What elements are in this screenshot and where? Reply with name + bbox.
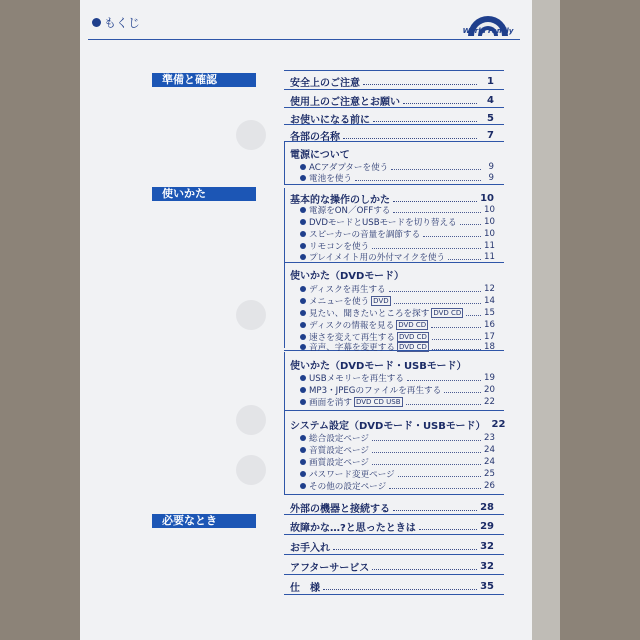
toc-entry[interactable]: お手入れ 32 xyxy=(290,541,494,554)
rule xyxy=(284,574,504,575)
bullet-icon xyxy=(300,471,306,477)
toc-entry[interactable]: 安全上のご注意 1 xyxy=(290,76,494,89)
header-rule xyxy=(88,39,520,40)
world-family-logo-icon xyxy=(462,6,514,42)
toc-subentry[interactable]: 音質設定ページ 24 xyxy=(300,444,494,456)
toc-entry[interactable]: 故障かな…?と思ったときは 29 xyxy=(290,521,494,534)
bullet-icon xyxy=(300,175,306,181)
toc-subentry[interactable]: 電源をON／OFFする 10 xyxy=(300,204,494,216)
bullet-icon xyxy=(300,254,306,260)
bullet-icon xyxy=(300,286,306,292)
rule xyxy=(284,594,504,595)
bullet-icon xyxy=(300,243,306,249)
toc-subentry[interactable]: 音声、字幕を変更する DVD CD 18 xyxy=(300,341,494,353)
box-edge xyxy=(284,352,285,410)
toc-header xyxy=(92,14,140,31)
rule xyxy=(284,534,504,535)
toc-title: もくじ xyxy=(104,16,141,30)
toc-entry[interactable]: アフターサービス 32 xyxy=(290,561,494,574)
group-title[interactable]: 電源について xyxy=(290,150,350,161)
rule xyxy=(284,70,504,71)
rule xyxy=(284,410,504,411)
box-edge xyxy=(284,262,285,348)
ghost-circle xyxy=(236,300,266,330)
toc-subentry[interactable]: USBメモリーを再生する 19 xyxy=(300,372,494,384)
section-label-when-needed: 必要なとき xyxy=(152,514,256,528)
rule xyxy=(284,184,504,185)
bullet-icon xyxy=(300,435,306,441)
rule xyxy=(284,494,504,495)
toc-subentry[interactable]: 電池を使う 9 xyxy=(300,172,494,184)
bullet-icon xyxy=(300,322,306,328)
bullet-icon xyxy=(300,164,306,170)
toc-subentry[interactable]: 見たい、聞きたいところを探す DVD CD 15 xyxy=(300,307,494,319)
mode-tags: DVD CD xyxy=(433,309,462,317)
toc-entry[interactable]: 仕 様 35 xyxy=(290,581,494,594)
toc-subentry[interactable]: DVDモードとUSBモードを切り替える 10 xyxy=(300,216,494,228)
toc-subentry[interactable]: メニューを使う DVD 14 xyxy=(300,295,494,307)
toc-subentry[interactable]: パスワード変更ページ 25 xyxy=(300,468,494,480)
bullet-icon xyxy=(300,310,306,316)
mode-tags: DVD CD xyxy=(398,321,427,329)
box-edge xyxy=(284,188,285,262)
rule xyxy=(284,554,504,555)
toc-subentry[interactable]: リモコンを使う 11 xyxy=(300,240,494,252)
ghost-circle xyxy=(236,455,266,485)
ghost-circle xyxy=(236,120,266,150)
toc-subentry[interactable]: 総合設定ページ 23 xyxy=(300,432,494,444)
section-label-prep: 準備と確認 xyxy=(152,73,256,87)
section-label-usage: 使いかた xyxy=(152,187,256,201)
toc-entry[interactable]: 各部の名称 7 xyxy=(290,130,494,143)
toc-subentry[interactable]: 画質設定ページ 24 xyxy=(300,456,494,468)
toc-entry[interactable]: 使用上のご注意とお願い 4 xyxy=(290,95,494,108)
toc-subentry[interactable]: スピーカーの音量を調節する 10 xyxy=(300,228,494,240)
bullet-icon xyxy=(300,219,306,225)
bullet-icon xyxy=(300,231,306,237)
page-edge xyxy=(532,0,560,640)
box-edge xyxy=(284,142,285,184)
bullet-icon xyxy=(92,18,101,27)
bullet-icon xyxy=(300,207,306,213)
toc-subentry[interactable]: 画面を消す DVD CD USB 22 xyxy=(300,396,494,408)
group-title[interactable]: 使いかた（DVDモード） xyxy=(290,271,404,282)
toc-subentry[interactable]: ディスクの情報を見る DVD CD 16 xyxy=(300,319,494,331)
group-title[interactable]: 使いかた（DVDモード・USBモード） xyxy=(290,361,467,372)
toc-subentry[interactable]: その他の設定ページ 26 xyxy=(300,480,494,492)
bullet-icon xyxy=(300,375,306,381)
bullet-icon xyxy=(300,344,306,350)
bullet-icon xyxy=(300,447,306,453)
bullet-icon xyxy=(300,298,306,304)
bullet-icon xyxy=(300,334,306,340)
toc-entry[interactable]: システム設定（DVDモード・USBモード） 22 xyxy=(290,419,506,432)
toc-subentry[interactable]: ディスクを再生する 12 xyxy=(300,283,494,295)
mode-tags: DVD CD xyxy=(398,333,427,341)
mode-tags: DVD CD xyxy=(398,343,427,351)
toc-subentry[interactable]: 速さを変えて再生する DVD CD 17 xyxy=(300,331,494,343)
mode-tags: DVD xyxy=(373,297,389,305)
toc-entry[interactable]: 基本的な操作のしかた 10 xyxy=(290,193,494,206)
bullet-icon xyxy=(300,483,306,489)
toc-entry[interactable]: お使いになる前に 5 xyxy=(290,113,494,126)
toc-entry[interactable]: 外部の機器と接続する 28 xyxy=(290,502,494,515)
box-edge xyxy=(284,410,285,494)
ghost-circle xyxy=(236,405,266,435)
logo-text: World Family xyxy=(462,27,514,35)
bullet-icon xyxy=(300,459,306,465)
rule xyxy=(284,89,504,90)
toc-subentry[interactable]: プレイメイト用の外付マイクを使う 11 xyxy=(300,251,494,263)
bullet-icon xyxy=(300,387,306,393)
bullet-icon xyxy=(300,399,306,405)
toc-subentry[interactable]: MP3・JPEGのファイルを再生する 20 xyxy=(300,384,494,396)
toc-subentry[interactable]: ACアダプターを使う 9 xyxy=(300,161,494,173)
mode-tags: DVD CD USB xyxy=(355,398,401,406)
